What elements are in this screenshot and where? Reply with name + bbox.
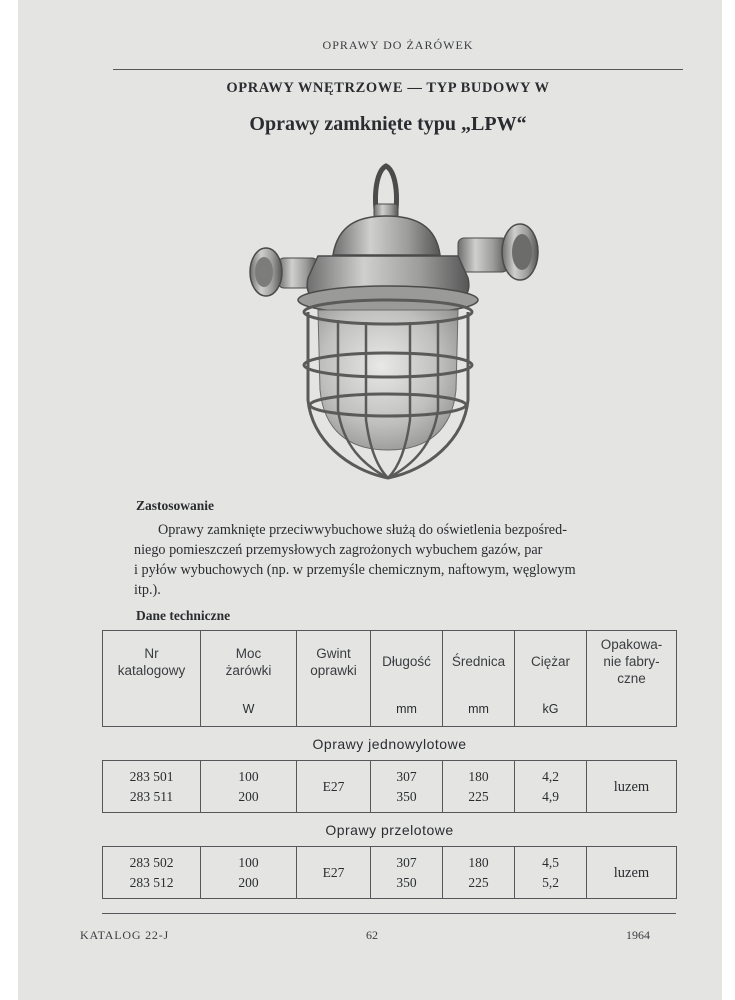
cell-gwint: E27 (297, 761, 371, 813)
cell-ciezar: 4,2 4,9 (515, 761, 587, 813)
explosion-proof-lamp-icon (238, 160, 543, 490)
footer-rule (102, 913, 676, 914)
tech-data-table (102, 630, 677, 899)
usage-line: Oprawy zamknięte przeciwwybuchowe służą do oświetlenia bezpośred- (158, 522, 567, 538)
catalog-page (18, 0, 722, 1000)
header-rule (113, 69, 683, 70)
cell-nr: 283 501 283 511 (103, 761, 201, 813)
table-group-row (103, 813, 677, 847)
usage-line: niego pomieszczeń przemysłowych zagrożonych wybuchem gazów, par (134, 542, 543, 558)
col-header-nr: Nr katalogowy (103, 631, 201, 693)
footer-year: 1964 (626, 928, 650, 942)
cell-dlugosc: 307 350 (371, 761, 443, 813)
unit-cell: mm (443, 693, 515, 727)
cell-srednica: 180 225 (443, 847, 515, 899)
cell-nr: 283 502 283 512 (103, 847, 201, 899)
cell-opakowanie: luzem (587, 847, 677, 899)
unit-cell: mm (371, 693, 443, 727)
table-row (103, 847, 677, 899)
unit-cell: W (201, 693, 297, 727)
group-title: Oprawy przelotowe (103, 813, 677, 847)
usage-line: itp.). (134, 582, 161, 598)
unit-cell (103, 693, 201, 727)
table-units-row (103, 693, 677, 727)
table-group-row (103, 727, 677, 761)
cell-opakowanie: luzem (587, 761, 677, 813)
col-header-opakowanie: Opakowa- nie fabry- czne (587, 631, 677, 693)
col-header-gwint: Gwint oprawki (297, 631, 371, 693)
cell-dlugosc: 307 350 (371, 847, 443, 899)
unit-cell: kG (515, 693, 587, 727)
page-title: Oprawy zamknięte typu „LPW“ (249, 113, 527, 135)
page-number: 62 (366, 928, 378, 942)
cell-moc: 100 200 (201, 847, 297, 899)
usage-paragraph (134, 520, 674, 600)
col-header-srednica: Średnica (443, 631, 515, 693)
col-header-ciezar: Ciężar (515, 631, 587, 693)
cell-moc: 100 200 (201, 761, 297, 813)
cell-ciezar: 4,5 5,2 (515, 847, 587, 899)
usage-line: i pyłów wybuchowych (np. w przemyśle chemicznym, naftowym, węglowym (134, 562, 576, 578)
group-title: Oprawy jednowylotowe (103, 727, 677, 761)
cell-srednica: 180 225 (443, 761, 515, 813)
table-header-row (103, 631, 677, 693)
col-header-dlugosc: Długość (371, 631, 443, 693)
footer-catalog: KATALOG 22-J (80, 928, 169, 942)
usage-heading: Zastosowanie (136, 498, 215, 513)
running-head: OPRAWY DO ŻARÓWEK (322, 38, 474, 52)
unit-cell (587, 693, 677, 727)
cell-gwint: E27 (297, 847, 371, 899)
section-heading: OPRAWY WNĘTRZOWE — TYP BUDOWY W (226, 80, 550, 96)
col-header-moc: Moc żarówki (201, 631, 297, 693)
table-row (103, 761, 677, 813)
unit-cell (297, 693, 371, 727)
tech-heading: Dane techniczne (136, 608, 231, 623)
